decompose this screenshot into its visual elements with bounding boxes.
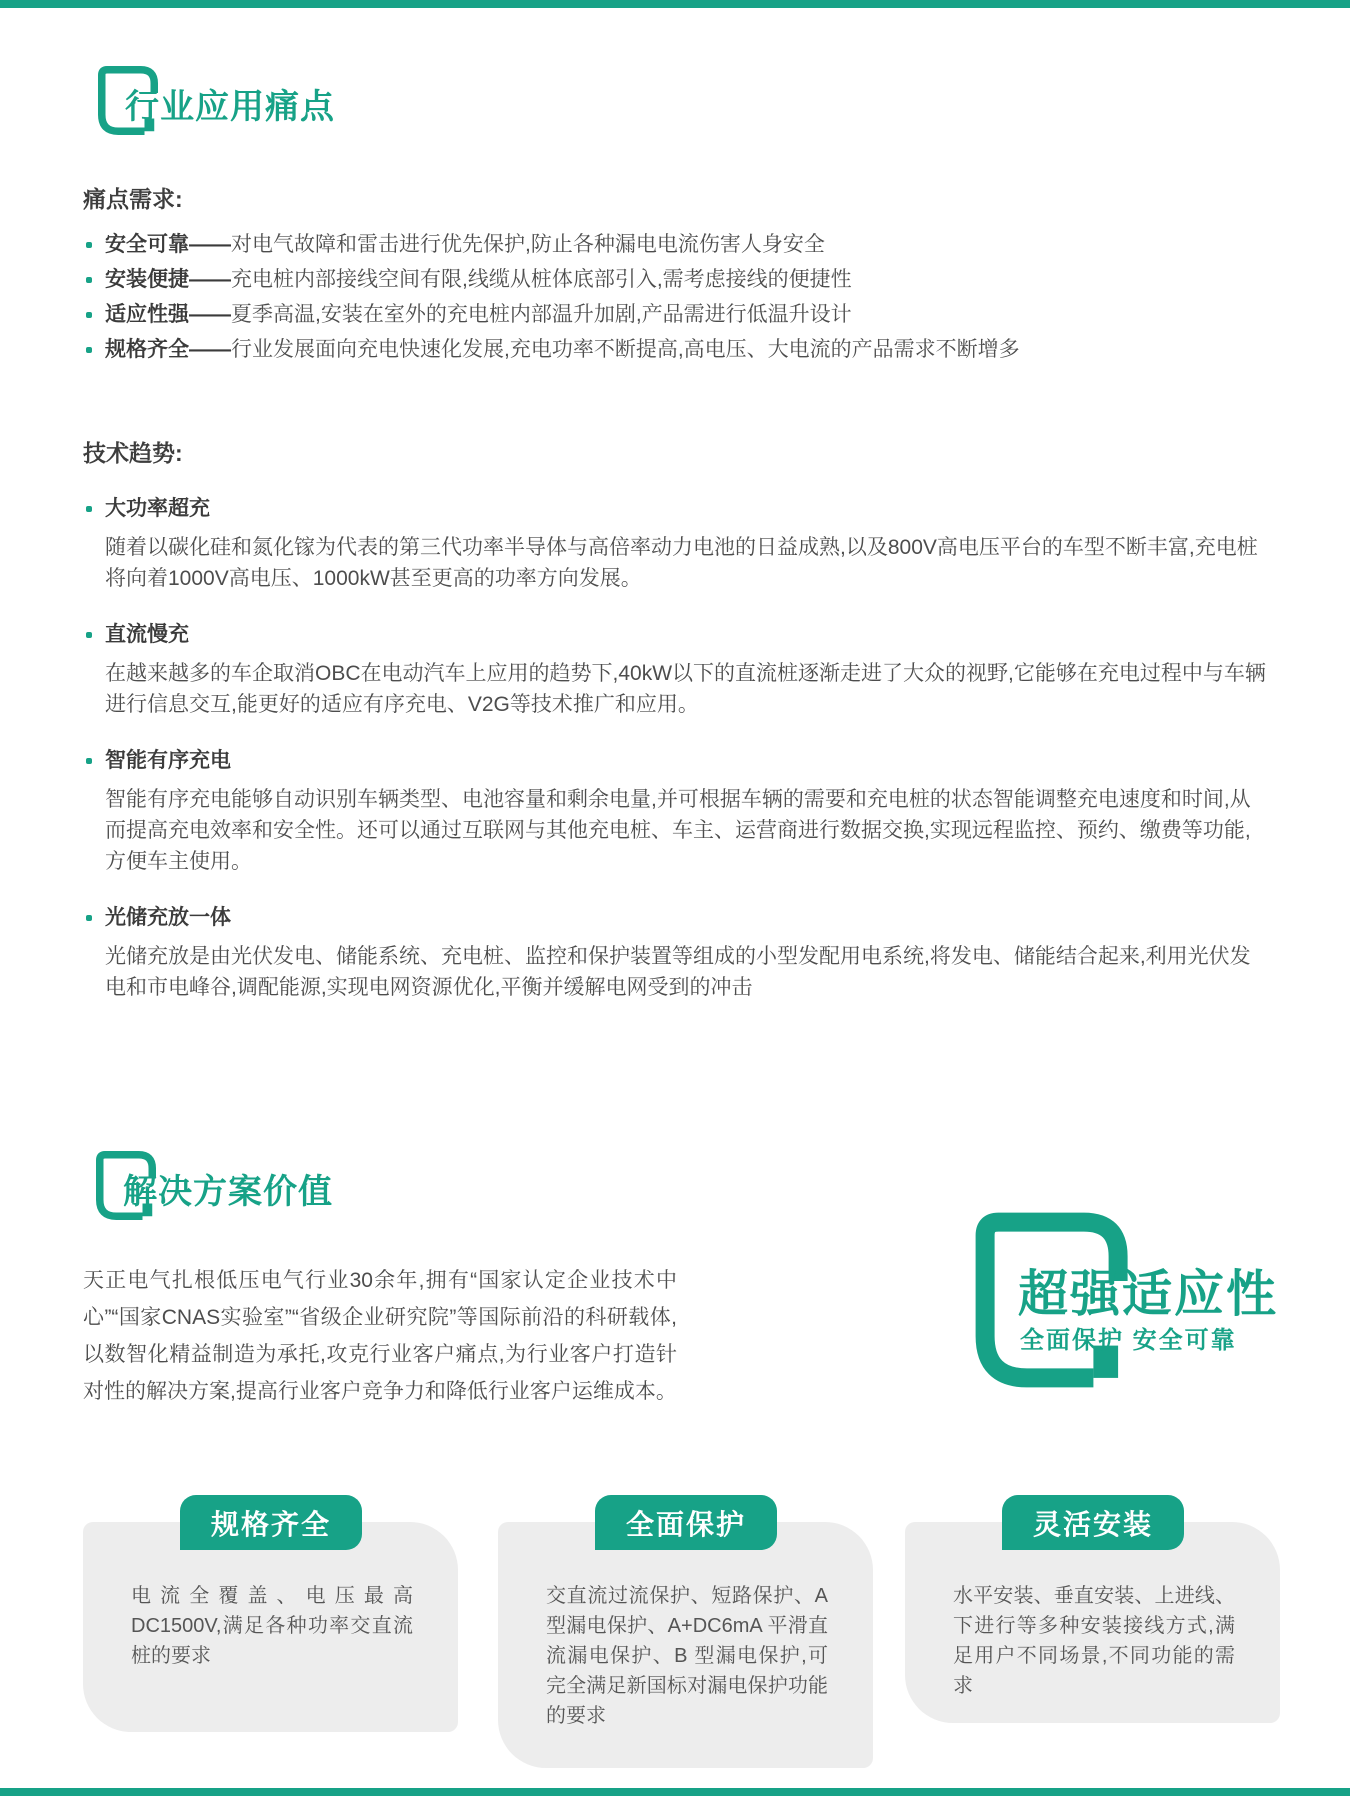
section-title: 解决方案价值 bbox=[123, 1173, 333, 1211]
intro-paragraph: 天正电气扎根低压电气行业30余年,拥有“国家认定企业技术中心”“国家CNAS实验室”“省级企业研究院”等国际前沿的科研载体,以数智化精益制造为承托,攻克行业客户痛点,为行业客户打造针对性的解决方案,提高行业客户竞争力和降低行业客户运维成本。 bbox=[83, 1269, 677, 1403]
feature-card-installation bbox=[905, 1508, 1280, 1723]
feature-subline: 全面保护 安全可靠 bbox=[1020, 1327, 1237, 1354]
tech-trends-block bbox=[83, 438, 1278, 1003]
pain-item-text: 行业发展面向充电快速化发展,充电功率不断提高,高电压、大电流的产品需求不断增多 bbox=[231, 338, 1020, 361]
card-tag: 规格齐全 bbox=[180, 1495, 362, 1550]
trend-title bbox=[83, 906, 1278, 930]
card-tag: 灵活安装 bbox=[1002, 1495, 1184, 1550]
pain-item-lead: 安装便捷—— bbox=[105, 268, 231, 291]
bullet-dot-icon bbox=[86, 758, 92, 764]
section-header-solution-value bbox=[93, 1148, 573, 1232]
bullet-dot-icon bbox=[86, 312, 92, 318]
pain-item-text: 夏季高温,安装在室外的充电桩内部温升加剧,产品需进行低温升设计 bbox=[231, 303, 852, 326]
list-item bbox=[83, 231, 1278, 259]
bullet-dot-icon bbox=[86, 242, 92, 248]
card-body: 电流全覆盖、电压最高 DC1500V,满足各种功率交直流桩的要求 bbox=[131, 1585, 413, 1667]
bullet-dot-icon bbox=[86, 915, 92, 921]
trend-body: 光储充放是由光伏发电、储能系统、充电桩、监控和保护装置等组成的小型发配用电系统,将发电、储能结合起来,利用光伏发电和市电峰谷,调配能源,实现电网资源优化,平衡并缓解电网受到的冲击 bbox=[105, 945, 1251, 999]
trend-title-text: 大功率超充 bbox=[105, 497, 210, 520]
card-body: 交直流过流保护、短路保护、A 型漏电保护、A+DC6mA 平滑直流漏电保护、B 型漏电保护,可完全满足新国标对漏电保护功能的要求 bbox=[546, 1585, 828, 1727]
top-accent-bar bbox=[0, 0, 1350, 8]
list-item bbox=[83, 266, 1278, 294]
section-header-industry-pain-points bbox=[95, 63, 575, 147]
list-item bbox=[83, 301, 1278, 329]
card-body: 水平安装、垂直安装、上进线、下进行等多种安装接线方式,满足用户不同场景,不同功能的需求 bbox=[953, 1585, 1235, 1697]
trend-body: 智能有序充电能够自动识别车辆类型、电池容量和剩余电量,并可根据车辆的需要和充电桩的状态智能调整充电速度和时间,从而提高充电效率和安全性。还可以通过互联网与其他充电桩、车主、运营商进行数据交换,实现远程监控、预约、缴费等功能,方便车主使用。 bbox=[105, 788, 1251, 873]
trend-title bbox=[83, 497, 1278, 521]
trend-title bbox=[83, 749, 1278, 773]
feature-mark bbox=[968, 1204, 1313, 1419]
pain-points-block bbox=[83, 184, 1278, 371]
trend-body: 随着以碳化硅和氮化镓为代表的第三代功率半导体与高倍率动力电池的日益成熟,以及800V高电压平台的车型不断丰富,充电桩将向着1000V高电压、1000kW甚至更高的功率方向发展。 bbox=[105, 536, 1258, 590]
card-tag: 全面保护 bbox=[595, 1495, 777, 1550]
pain-item-lead: 规格齐全—— bbox=[105, 338, 231, 361]
tech-trends-heading: 技术趋势: bbox=[83, 440, 183, 466]
list-item bbox=[83, 336, 1278, 364]
pain-points-heading: 痛点需求: bbox=[83, 186, 183, 212]
trend-title-text: 智能有序充电 bbox=[105, 749, 231, 772]
pain-item-text: 充电桩内部接线空间有限,线缆从桩体底部引入,需考虑接线的便捷性 bbox=[231, 268, 852, 291]
trend-item bbox=[83, 749, 1278, 877]
feature-card-protection bbox=[498, 1508, 873, 1768]
bullet-dot-icon bbox=[86, 632, 92, 638]
pain-points-list bbox=[83, 231, 1278, 364]
trend-item bbox=[83, 906, 1278, 1003]
trend-title bbox=[83, 623, 1278, 647]
trend-body: 在越来越多的车企取消OBC在电动汽车上应用的趋势下,40kW以下的直流桩逐渐走进了大众的视野,它能够在充电过程中与车辆进行信息交互,能更好的适应有序充电、V2G等技术推广和应用。 bbox=[105, 662, 1266, 716]
feature-headline: 超强适应性 bbox=[1018, 1266, 1278, 1322]
bottom-accent-bar bbox=[0, 1788, 1350, 1796]
trend-item bbox=[83, 623, 1278, 720]
bullet-dot-icon bbox=[86, 506, 92, 512]
feature-card-specs bbox=[83, 1508, 458, 1732]
pain-item-lead: 适应性强—— bbox=[105, 303, 231, 326]
bullet-dot-icon bbox=[86, 277, 92, 283]
page-title: 行业应用痛点 bbox=[125, 88, 335, 126]
pain-item-text: 对电气故障和雷击进行优先保护,防止各种漏电电流伤害人身安全 bbox=[231, 233, 825, 256]
trend-title-text: 直流慢充 bbox=[105, 623, 189, 646]
bullet-dot-icon bbox=[86, 347, 92, 353]
trend-item bbox=[83, 497, 1278, 594]
pain-item-lead: 安全可靠—— bbox=[105, 233, 231, 256]
trend-title-text: 光储充放一体 bbox=[105, 906, 231, 929]
